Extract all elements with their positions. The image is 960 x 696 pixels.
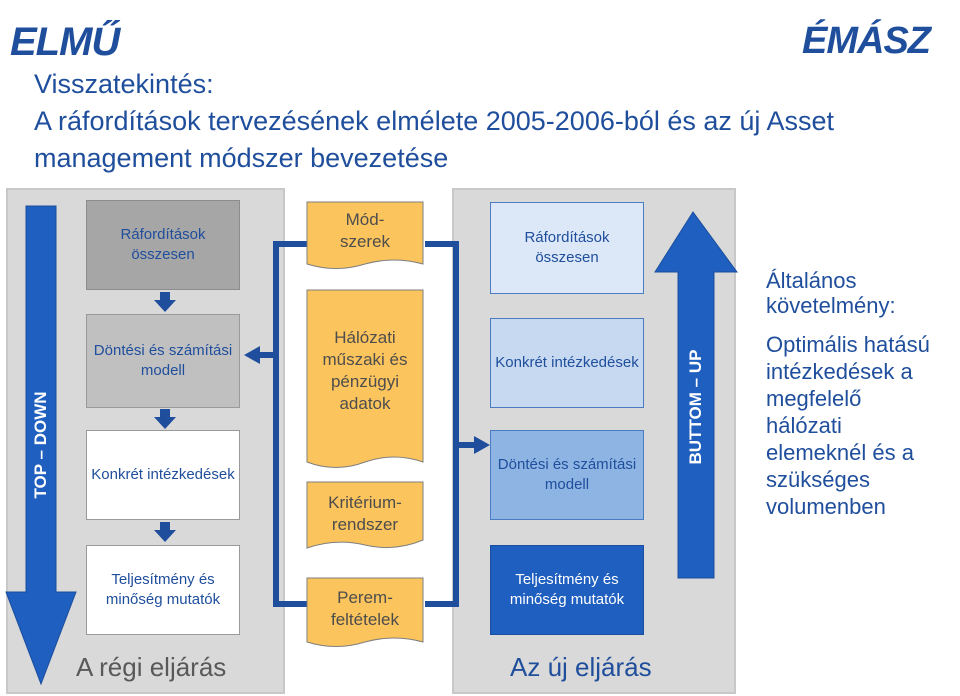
down-arrow-2 bbox=[154, 409, 176, 429]
title-line-2: A ráfordítások tervezésének elmélete 2005-2006-ból és az új Asset bbox=[34, 106, 834, 136]
old-box-teljesitmeny: Teljesítmény és minőség mutatók bbox=[86, 545, 240, 635]
emasz-logo: ÉMÁSZ bbox=[802, 20, 930, 62]
top-down-label: TOP – DOWN bbox=[31, 391, 50, 499]
requirement-body: Optimális hatású intézkedések a megfelelő hálózati elemeknél és a szükséges volumenben bbox=[766, 332, 930, 519]
old-box-konkret-intezkedesek: Konkrét intézkedések bbox=[86, 430, 240, 520]
adatok-label: Hálózati műszaki és pénzügyi adatok bbox=[322, 328, 408, 413]
new-box-konkret-intezkedesek: Konkrét intézkedések bbox=[490, 318, 644, 408]
requirement-heading: Általános követelmény: bbox=[766, 268, 896, 318]
bottom-up-label: BUTTOM – UP bbox=[686, 349, 705, 465]
new-process-footer: Az új eljárás bbox=[510, 652, 652, 682]
peremfeltetelek-label: Perem-feltételek bbox=[330, 588, 400, 629]
left-bracket-outline bbox=[276, 244, 305, 604]
kriterium-label: Kritérium-rendszer bbox=[328, 493, 402, 534]
elmu-logo: ELMŰ bbox=[10, 20, 120, 64]
left-arrow-head bbox=[244, 346, 260, 364]
modszerek-label: Mód-szerek bbox=[339, 210, 391, 251]
old-box-dontesi-modell: Döntési és számítási modell bbox=[86, 314, 240, 408]
old-box-raforditasok: Ráfordítások összesen bbox=[86, 200, 240, 290]
new-box-dontesi-modell: Döntési és számítási modell bbox=[490, 430, 644, 520]
down-arrow-3 bbox=[154, 522, 176, 542]
old-process-footer: A régi eljárás bbox=[76, 652, 227, 682]
down-arrow-1 bbox=[154, 292, 176, 312]
new-box-raforditasok: Ráfordítások összesen bbox=[490, 202, 644, 294]
title-line-3: management módszer bevezetése bbox=[34, 143, 449, 173]
title-line-1: Visszatekintés: bbox=[34, 69, 214, 99]
right-bracket-outline bbox=[428, 244, 456, 604]
new-box-teljesitmeny: Teljesítmény és minőség mutatók bbox=[490, 545, 644, 635]
right-arrow-head bbox=[474, 436, 490, 454]
